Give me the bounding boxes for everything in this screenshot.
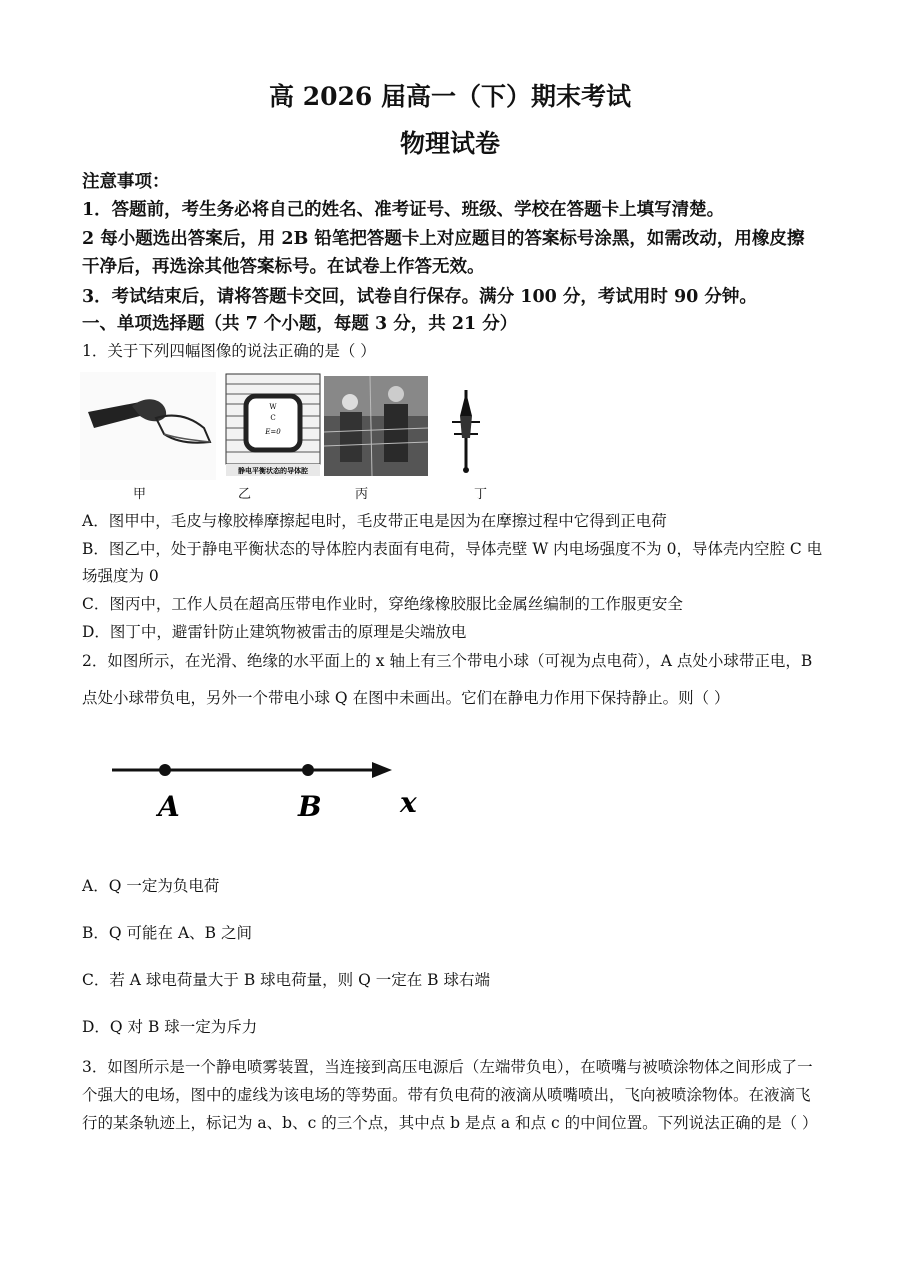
point-b: [302, 764, 314, 776]
q1-option-b-line2: 场强度为 0: [82, 567, 159, 585]
q3-stem-line3: 行的某条轨迹上，标记为 a、b、c 的三个点，其中点 b 是点 a 和点 c 的中间位置。下列说法正确的是（ ）: [82, 1114, 818, 1132]
q1-option-b-line1: B．图乙中，处于静电平衡状态的导体腔内表面有电荷，导体壳壁 W 内电场强度不为 0，导体壳内空腔 C 电: [82, 540, 823, 558]
q2-stem-line2: 点处小球带负电，另外一个带电小球 Q 在图中未画出。它们在静电力作用下保持静止。则（ ）: [82, 689, 730, 707]
label-x: x: [400, 786, 417, 819]
notice-item-3: 3．考试结束后，请将答题卡交回，试卷自行保存。满分 100 分，考试用时 90 分钟。: [82, 287, 757, 307]
caption-ding: 丁: [474, 487, 488, 502]
q1-option-d: D．图丁中，避雷针防止建筑物被雷击的原理是尖端放电: [82, 623, 467, 641]
notice-item-2a: 2 每小题选出答案后，用 2B 铅笔把答题卡上对应题目的答案标号涂黑，如需改动，用橡皮擦: [82, 229, 805, 249]
q1-stem: 1．关于下列四幅图像的说法正确的是（ ）: [82, 342, 376, 360]
lightning-rod-image: [452, 390, 480, 473]
q2-option-a: A．Q 一定为负电荷: [82, 877, 220, 895]
q2-axis-figure: [108, 750, 428, 830]
x-axis-arrow: [372, 762, 392, 778]
box-caption: 静电平衡状态的导体腔: [238, 466, 308, 475]
caption-bing: 丙: [355, 487, 369, 502]
q2-option-c: C．若 A 球电荷量大于 B 球电荷量，则 Q 一定在 B 球右端: [82, 971, 490, 989]
q2-stem-line1: 2．如图所示，在光滑、绝缘的水平面上的 x 轴上有三个带电小球（可视为点电荷），A 点处小球带正电，B: [82, 652, 813, 670]
q3-stem-line2: 个强大的电场，图中的虚线为该电场的等势面。带有负电荷的液滴从喷嘴喷出，飞向被喷涂物体。在液滴飞: [82, 1086, 811, 1104]
exam-subtitle: 物理试卷: [399, 129, 500, 158]
conductor-cavity-image: [226, 374, 320, 476]
label-a: A: [158, 790, 180, 823]
caption-yi: 乙: [238, 487, 252, 502]
q3-stem-line1: 3．如图所示是一个静电喷雾装置，当连接到高压电源后（左端带负电），在喷嘴与被喷涂物体之间形成了一: [82, 1058, 813, 1076]
fur-rod-image: [80, 372, 216, 480]
q1-option-a: A．图甲中，毛皮与橡胶棒摩擦起电时，毛皮带正电是因为在摩擦过程中它得到正电荷: [82, 512, 667, 530]
notice-item-1: 1．答题前，考生务必将自己的姓名、准考证号、班级、学校在答题卡上填写清楚。: [82, 200, 725, 220]
q2-option-b: B．Q 可能在 A、B 之间: [82, 924, 252, 942]
q1-option-c: C．图丙中，工作人员在超高压带电作业时，穿绝缘橡胶服比金属丝编制的工作服更安全: [82, 595, 683, 613]
notice-heading: 注意事项：: [82, 172, 170, 192]
caption-jia: 甲: [133, 487, 147, 502]
label-b: B: [298, 790, 322, 823]
point-a: [159, 764, 171, 776]
box-label-c: C: [270, 414, 276, 422]
section-heading: 一、单项选择题（共 7 个小题，每题 3 分，共 21 分）: [82, 314, 518, 334]
workers-photo: [324, 376, 428, 476]
exam-title: 高 2026 届高一（下）期末考试: [269, 82, 631, 111]
box-label-e: E=0: [265, 428, 281, 436]
q1-figure: [80, 372, 520, 500]
notice-item-2b: 干净后，再选涂其他答案标号。在试卷上作答无效。: [82, 257, 485, 277]
box-label-w: W: [269, 403, 277, 411]
q2-option-d: D．Q 对 B 球一定为斥力: [82, 1018, 258, 1036]
